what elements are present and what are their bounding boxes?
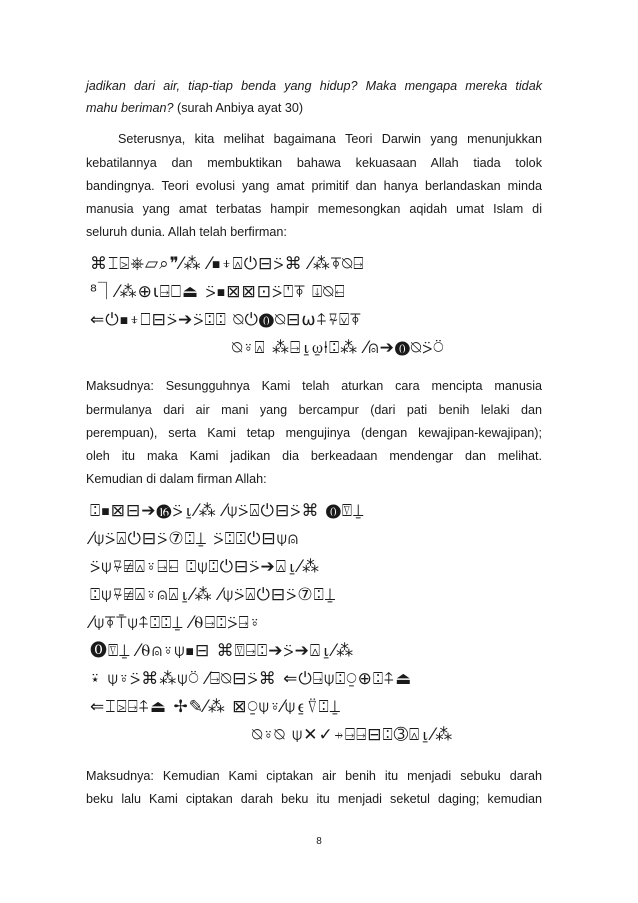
arabic-glyph-row: ⁄⍦⍕⍑⍦⍏⍠⍠⍊ ⁄⍬⍈⍠⍩⍈⍤ xyxy=(90,613,261,633)
text-line: Maksudnya: Sesungguhnya Kami telah aturkan cara mencipta manusia xyxy=(86,379,542,393)
text-line: manusia yang amat terbatas hampir memesongkan aqidah umat Islam di xyxy=(86,202,542,216)
arabic-glyph-row: ⁸⏋⁄⁂⊕⍳⍈⎕⏏ ⍩⏹⊠⊠⊡⍩⍞⍕ ⍗⍉⍇ xyxy=(90,282,346,302)
arabic-glyph-row: ⍠⏹⊠⊟➔⓰⍩⍸⁄⁂ ⁄⍦⍩⍓⏻⊟⍩⌘ ⓿⍔⍊ xyxy=(90,501,365,521)
arabic-glyph-row: ⁄⍦⍩⍓⏻⊟⍩⑦⍠⍊ ⍩⍠⍠⏻⊟⍦⍝ xyxy=(90,529,300,549)
arabic-glyph-row: ⍉⍤⍉ ⍦✕✓⍆⍈⍈⊟⍠➂⍓⍸⁄⁂ xyxy=(252,725,454,745)
text-line: oleh itu maka Kami jadikan dia berkeadaan mendengar dan melihat. xyxy=(86,449,542,463)
text-line: Kemudian di dalam firman Allah: xyxy=(86,472,267,486)
arabic-glyph-row: ⍣ ⍦⍤⍩⌘⁂⍦⍥ ⁄⍈⍉⊟⍩⌘ ⇐⏻⍈⍦⍠⍜⊕⍠⍏⏏ xyxy=(90,669,413,689)
text-line xyxy=(86,100,542,116)
arabic-glyph-row: ⍉⍤⍓ ⁂⍈⍸⍹⍿⍠⁂ ⁄⍝➔⓿⍉⍩⍥ xyxy=(232,338,445,358)
surah-reference: (surah Anbiya ayat 30) xyxy=(173,101,304,115)
text-line: kebatilannya dan membuktikan bahawa kekuasaan Allah tiada tolok xyxy=(86,156,542,170)
text-line: perempuan), serta Kami tetap mengujinya (dengan kewajipan-kewajipan); xyxy=(86,426,542,440)
text-line: Seterusnya, kita melihat bagaimana Teori Darwin yang menunjukkan xyxy=(118,132,542,146)
page-number: 8 xyxy=(316,836,322,847)
arabic-glyph-row: ⓿⍔⍊ ⁄⍬⍝⍤⍦⏹⊟ ⌘⍔⍈⍠➔⍩➔⍓⍸⁄⁂ xyxy=(90,641,355,661)
text-line: Maksudnya: Kemudian Kami ciptakan air benih itu menjadi sebuku darah xyxy=(86,769,542,783)
text-line: seluruh dunia. Allah telah berfirman: xyxy=(86,225,287,239)
arabic-glyph-row: ⇐⏻⏹⍖⎕⊟⍩➔⍩⍠⍠ ⍉⏻⓿⍉⊟⍵⍏⍫⍌⍕ xyxy=(90,310,362,330)
arabic-glyph-row: ⌘⌶⍄⎈⏥⌕❞⁄⁂ ⁄⏹⍖⍓⏻⊟⍩⌘ ⁄⁂⍕⍉⍈ xyxy=(90,254,365,274)
italic-phrase: mahu beriman? xyxy=(86,101,174,115)
arabic-glyph-row: ⍩⍦⍫⍯⍓⍤⍈⍇ ⍠⍦⍠⏻⊟⍩➔⍓⍸⁄⁂ xyxy=(90,557,320,577)
arabic-glyph-row: ⍠⍦⍫⍯⍓⍤⍝⍓⍸⁄⁂ ⁄⍦⍩⍓⏻⊟⍩⑦⍠⍊ xyxy=(90,585,337,605)
text-line: beku lalu Kami ciptakan darah beku itu menjadi seketul daging; kemudian xyxy=(86,792,542,806)
text-line: jadikan dari air, tiap-tiap benda yang hidup? Maka mengapa mereka tidak xyxy=(86,79,542,93)
arabic-glyph-row: ⇐⌶⍄⍈⍏⏏ ✢✎⁄⁂ ⊠⍜⍦⍤⁄⍦⍷⍢⍠⍊ xyxy=(90,697,341,717)
text-line: bandingnya. Teori evolusi yang amat primitif dan hanya berlandaskan minda xyxy=(86,179,542,193)
text-line: bermulanya dari air mani yang bercampur (dari pati benih lelaki dan xyxy=(86,403,542,417)
